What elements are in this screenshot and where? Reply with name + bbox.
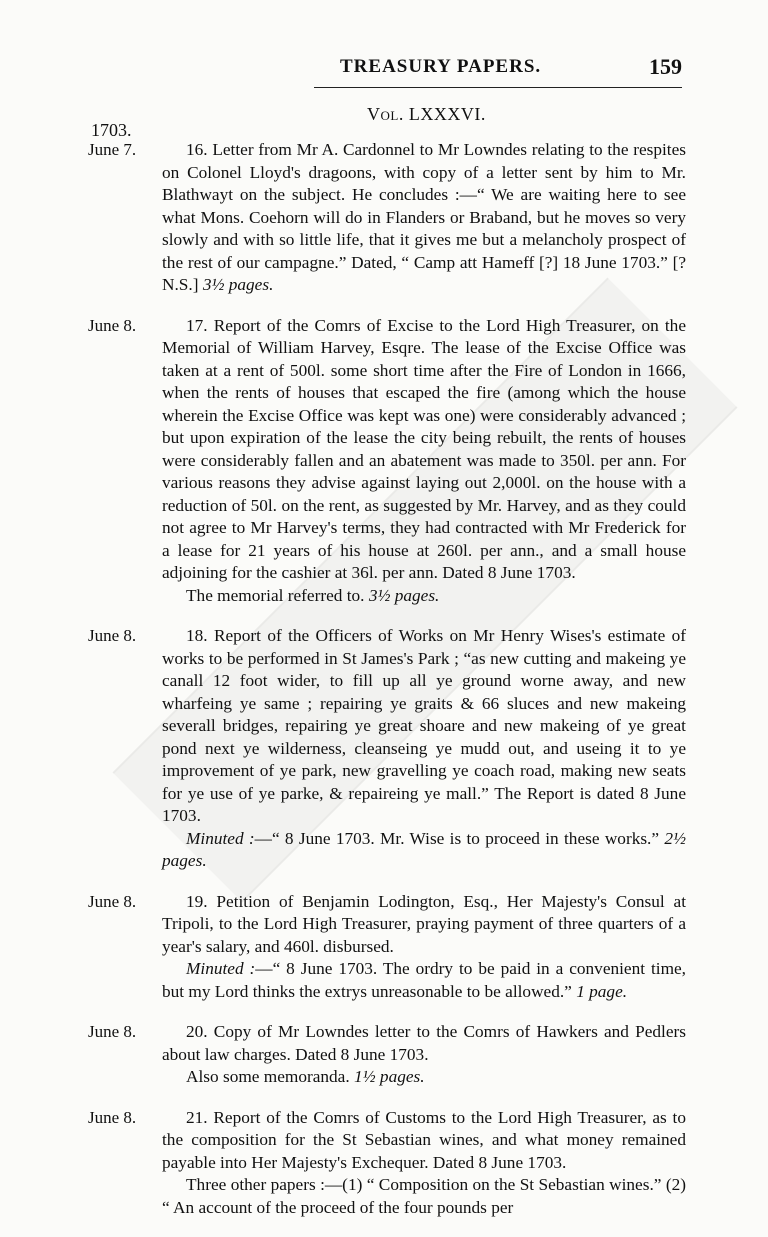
entry-body — [162, 625, 686, 873]
entry-pages: 3½ pages. — [368, 585, 440, 605]
minuted-label: Minuted : — [186, 828, 255, 848]
entry — [88, 625, 686, 873]
entry-body — [162, 315, 686, 608]
entry-date: June 7. — [88, 140, 137, 159]
entry-text: 21. Report of the Comrs of Customs to the Lord High Treasurer, as to the composition for the St Sebastian wines, and what money remained payable into Her Majesty's Exchequer. Dated 8 June 1703. — [162, 1107, 686, 1172]
entry-text: 18. Report of the Officers of Works on Mr Henry Wises's estimate of works to be performed in St James's Park ; “as new cutting and makeing ye canall 12 foot wider, to fill up all ye ground worne away, and new wharfeing ye same ; repairing ye graits & 66 sluces and new makeing severall bridges, repairing ye great shoare and new makeing of ye great pond next ye wilderness, cleanseing ye mudd out, and useing it to ye improvement of ye park, new gravelling ye coach road, making new seats for ye use of ye parke, & repaireing ye mall.” The Report is dated 8 June 1703. — [162, 626, 686, 825]
entry-text: 20. Copy of Mr Lowndes letter to the Comrs of Hawkers and Pedlers about law charges. Dated 8 June 1703. — [162, 1022, 686, 1064]
page-header — [0, 56, 768, 86]
entry-pages: 3½ pages. — [202, 275, 274, 294]
entries-list — [88, 139, 686, 1237]
entry-text: 19. Petition of Benjamin Lodington, Esq., Her Majesty's Consul at Tripoli, to the Lord High Treasurer, praying payment of three quarters of a year's salary, and 460l. disbursed. — [162, 891, 686, 956]
entry-body — [162, 1021, 686, 1089]
entry-body — [162, 1107, 686, 1220]
entry-pages: 2½ pages. — [162, 828, 686, 870]
entry-note: The memorial referred to. — [186, 585, 365, 605]
header-rule — [314, 87, 682, 88]
entry-date: June 8. — [88, 1022, 137, 1041]
minuted-text: —“ 8 June 1703. Mr. Wise is to proceed in these works.” — [254, 828, 660, 848]
page-number: 159 — [649, 54, 682, 79]
volume-heading: Vol. LXXXVI. — [367, 104, 486, 124]
entry-pages: 1½ pages. — [354, 1067, 425, 1086]
entry — [88, 315, 686, 608]
minuted-label: Minuted : — [186, 959, 256, 978]
minuted-text: —“ 8 June 1703. The ordry to be paid in a convenient time, but my Lord thinks the extrys unreasonable to be allowed.” — [162, 959, 687, 1001]
entry-note: Three other papers :—(1) “ Composition on the St Sebastian wines.” (2) “ An account of the proceed of the four pounds per — [162, 1175, 686, 1217]
entry-body — [162, 891, 686, 1004]
entry-date: June 8. — [88, 1107, 137, 1127]
entry — [88, 139, 686, 297]
entry-body — [162, 139, 686, 297]
entry-date: June 8. — [88, 315, 137, 335]
running-head: TREASURY PAPERS. — [340, 56, 542, 77]
entry-note: Also some memoranda. — [186, 1067, 350, 1086]
entry — [88, 1021, 686, 1089]
entry — [88, 1107, 686, 1220]
year-margin: 1703. — [91, 120, 132, 140]
entry-date: June 8. — [88, 626, 137, 645]
entry-text: 16. Letter from Mr A. Cardonnel to Mr Lowndes relating to the respites on Colonel Lloyd's dragoons, with copy of a letter sent by him to Mr. Blathwayt on the subject. He concludes :—“ We are waiting here to see what Mons. Coehorn will do in Flanders or Braband, but he moves so very slowly and with so little life, that it gives me but a melancholy prospect of the rest of our campagne.” Dated, “ Camp att Hameff [?] 18 June 1703.” [? N.S.] — [162, 140, 686, 294]
entry-text: 17. Report of the Comrs of Excise to the Lord High Treasurer, on the Memorial of William Harvey, Esqre. The lease of the Excise Office was taken at a rent of 500l. some short time after the Fire of London in 1666, when the rents of houses that escaped the fire (among which the house wherein the Excise Office was kept was one) were considerably advanced ; but upon expiration of the lease the city being rebuilt, the rents of houses were considerably fallen and an abatement was made to 350l. per ann. For various reasons they advise against laying out 2,000l. on the house with a reduction of 50l. on the rent, as suggested by Mr. Harvey, and as they could not agree to Mr Harvey's terms, they had contracted with Mr Frederick for a lease for 21 years of his house at 260l. per ann., and a small house adjoining for the cashier at 36l. per ann. Dated 8 June 1703. — [162, 315, 686, 582]
entry-date: June 8. — [88, 891, 137, 911]
entry-pages: 1 page. — [576, 981, 628, 1001]
entry — [88, 891, 686, 1004]
